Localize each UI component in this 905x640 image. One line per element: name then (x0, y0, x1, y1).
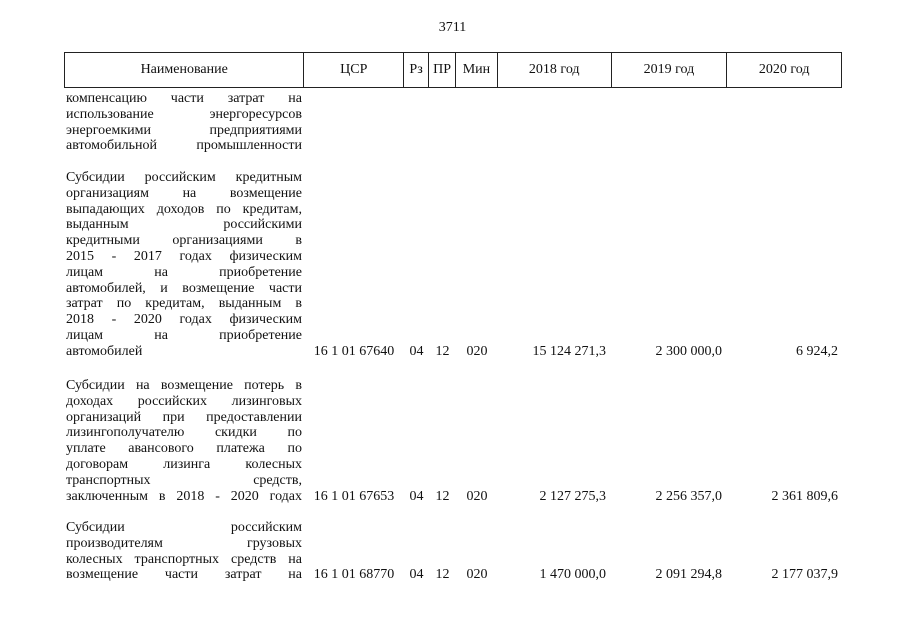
description-line: лизингополучателю скидки по (66, 425, 302, 441)
description-line: выпадающих доходов по кредитам, (66, 201, 302, 217)
cell-rz: 04 (409, 488, 424, 504)
description-line: выданным российскими (66, 217, 302, 233)
header-name: Наименование (65, 53, 304, 87)
description-line: кредитными организациями в (66, 233, 302, 249)
description-line: затрат по кредитам, выданным в (66, 296, 302, 312)
row-description (66, 91, 302, 154)
header-min: Мин (456, 53, 498, 87)
table-header (64, 52, 842, 88)
description-line: 2015 - 2017 годах физическим (66, 248, 302, 264)
description-line: автомобильной промышленности (66, 138, 302, 154)
description-line: автомобилей (66, 343, 143, 359)
description-line: возмещение части затрат на (66, 567, 302, 583)
description-line: договорам лизинга колесных (66, 456, 302, 472)
description-line: транспортных средств, (66, 472, 302, 488)
description-line: производителям грузовых (66, 535, 302, 551)
row-description (66, 378, 302, 504)
description-line: уплате авансового платежа по (66, 441, 302, 457)
cell-csr: 16 1 01 67640 (313, 343, 395, 359)
description-line: компенсацию части затрат на (66, 91, 302, 106)
table-row (64, 91, 842, 154)
cell-y2019: 2 256 357,0 (655, 488, 722, 504)
description-line: автомобилей, и возмещение части (66, 280, 302, 296)
description-line: колесных транспортных средств на (66, 551, 302, 567)
header-rz: Рз (404, 53, 429, 87)
cell-y2018: 2 127 275,3 (539, 488, 606, 504)
cell-min: 020 (466, 567, 488, 583)
description-line: организаций при предоставлении (66, 409, 302, 425)
description-line: лицам на приобретение (66, 327, 302, 343)
description-line: использование энергоресурсов (66, 106, 302, 122)
table-row (64, 170, 842, 360)
header-2019: 2019 год (612, 53, 728, 87)
description-line: Субсидии российским кредитным (66, 170, 302, 185)
cell-csr: 16 1 01 67653 (313, 488, 395, 504)
cell-rz: 04 (409, 343, 424, 359)
row-description (66, 520, 302, 583)
cell-rz: 04 (409, 567, 424, 583)
page-number: 3711 (438, 20, 467, 35)
description-line: Субсидии на возмещение потерь в (66, 378, 302, 393)
cell-csr: 16 1 01 68770 (313, 567, 395, 583)
header-csr: ЦСР (304, 53, 404, 87)
description-line: организациям на возмещение (66, 185, 302, 201)
description-line: заключенным в 2018 - 2020 годах (66, 488, 302, 504)
cell-min: 020 (466, 343, 488, 359)
table-row (64, 378, 842, 504)
cell-pr: 12 (435, 343, 450, 359)
table-row (64, 520, 842, 583)
description-line: энергоемкими предприятиями (66, 122, 302, 138)
cell-y2020: 2 177 037,9 (771, 567, 838, 583)
description-line: доходах российских лизинговых (66, 393, 302, 409)
cell-y2020: 2 361 809,6 (771, 488, 838, 504)
header-pr: ПР (429, 53, 456, 87)
description-line: 2018 - 2020 годах физическим (66, 312, 302, 328)
description-line: лицам на приобретение (66, 264, 302, 280)
description-line: Субсидии российским (66, 520, 302, 535)
cell-min: 020 (466, 488, 488, 504)
row-description (66, 170, 302, 360)
cell-pr: 12 (435, 488, 450, 504)
cell-y2018: 15 124 271,3 (532, 343, 606, 359)
cell-y2019: 2 300 000,0 (655, 343, 722, 359)
header-2020: 2020 год (758, 62, 810, 77)
cell-pr: 12 (435, 567, 450, 583)
cell-y2020: 6 924,2 (796, 343, 838, 359)
header-2018: 2018 год (498, 53, 612, 87)
cell-y2019: 2 091 294,8 (655, 567, 722, 583)
cell-y2018: 1 470 000,0 (539, 567, 606, 583)
